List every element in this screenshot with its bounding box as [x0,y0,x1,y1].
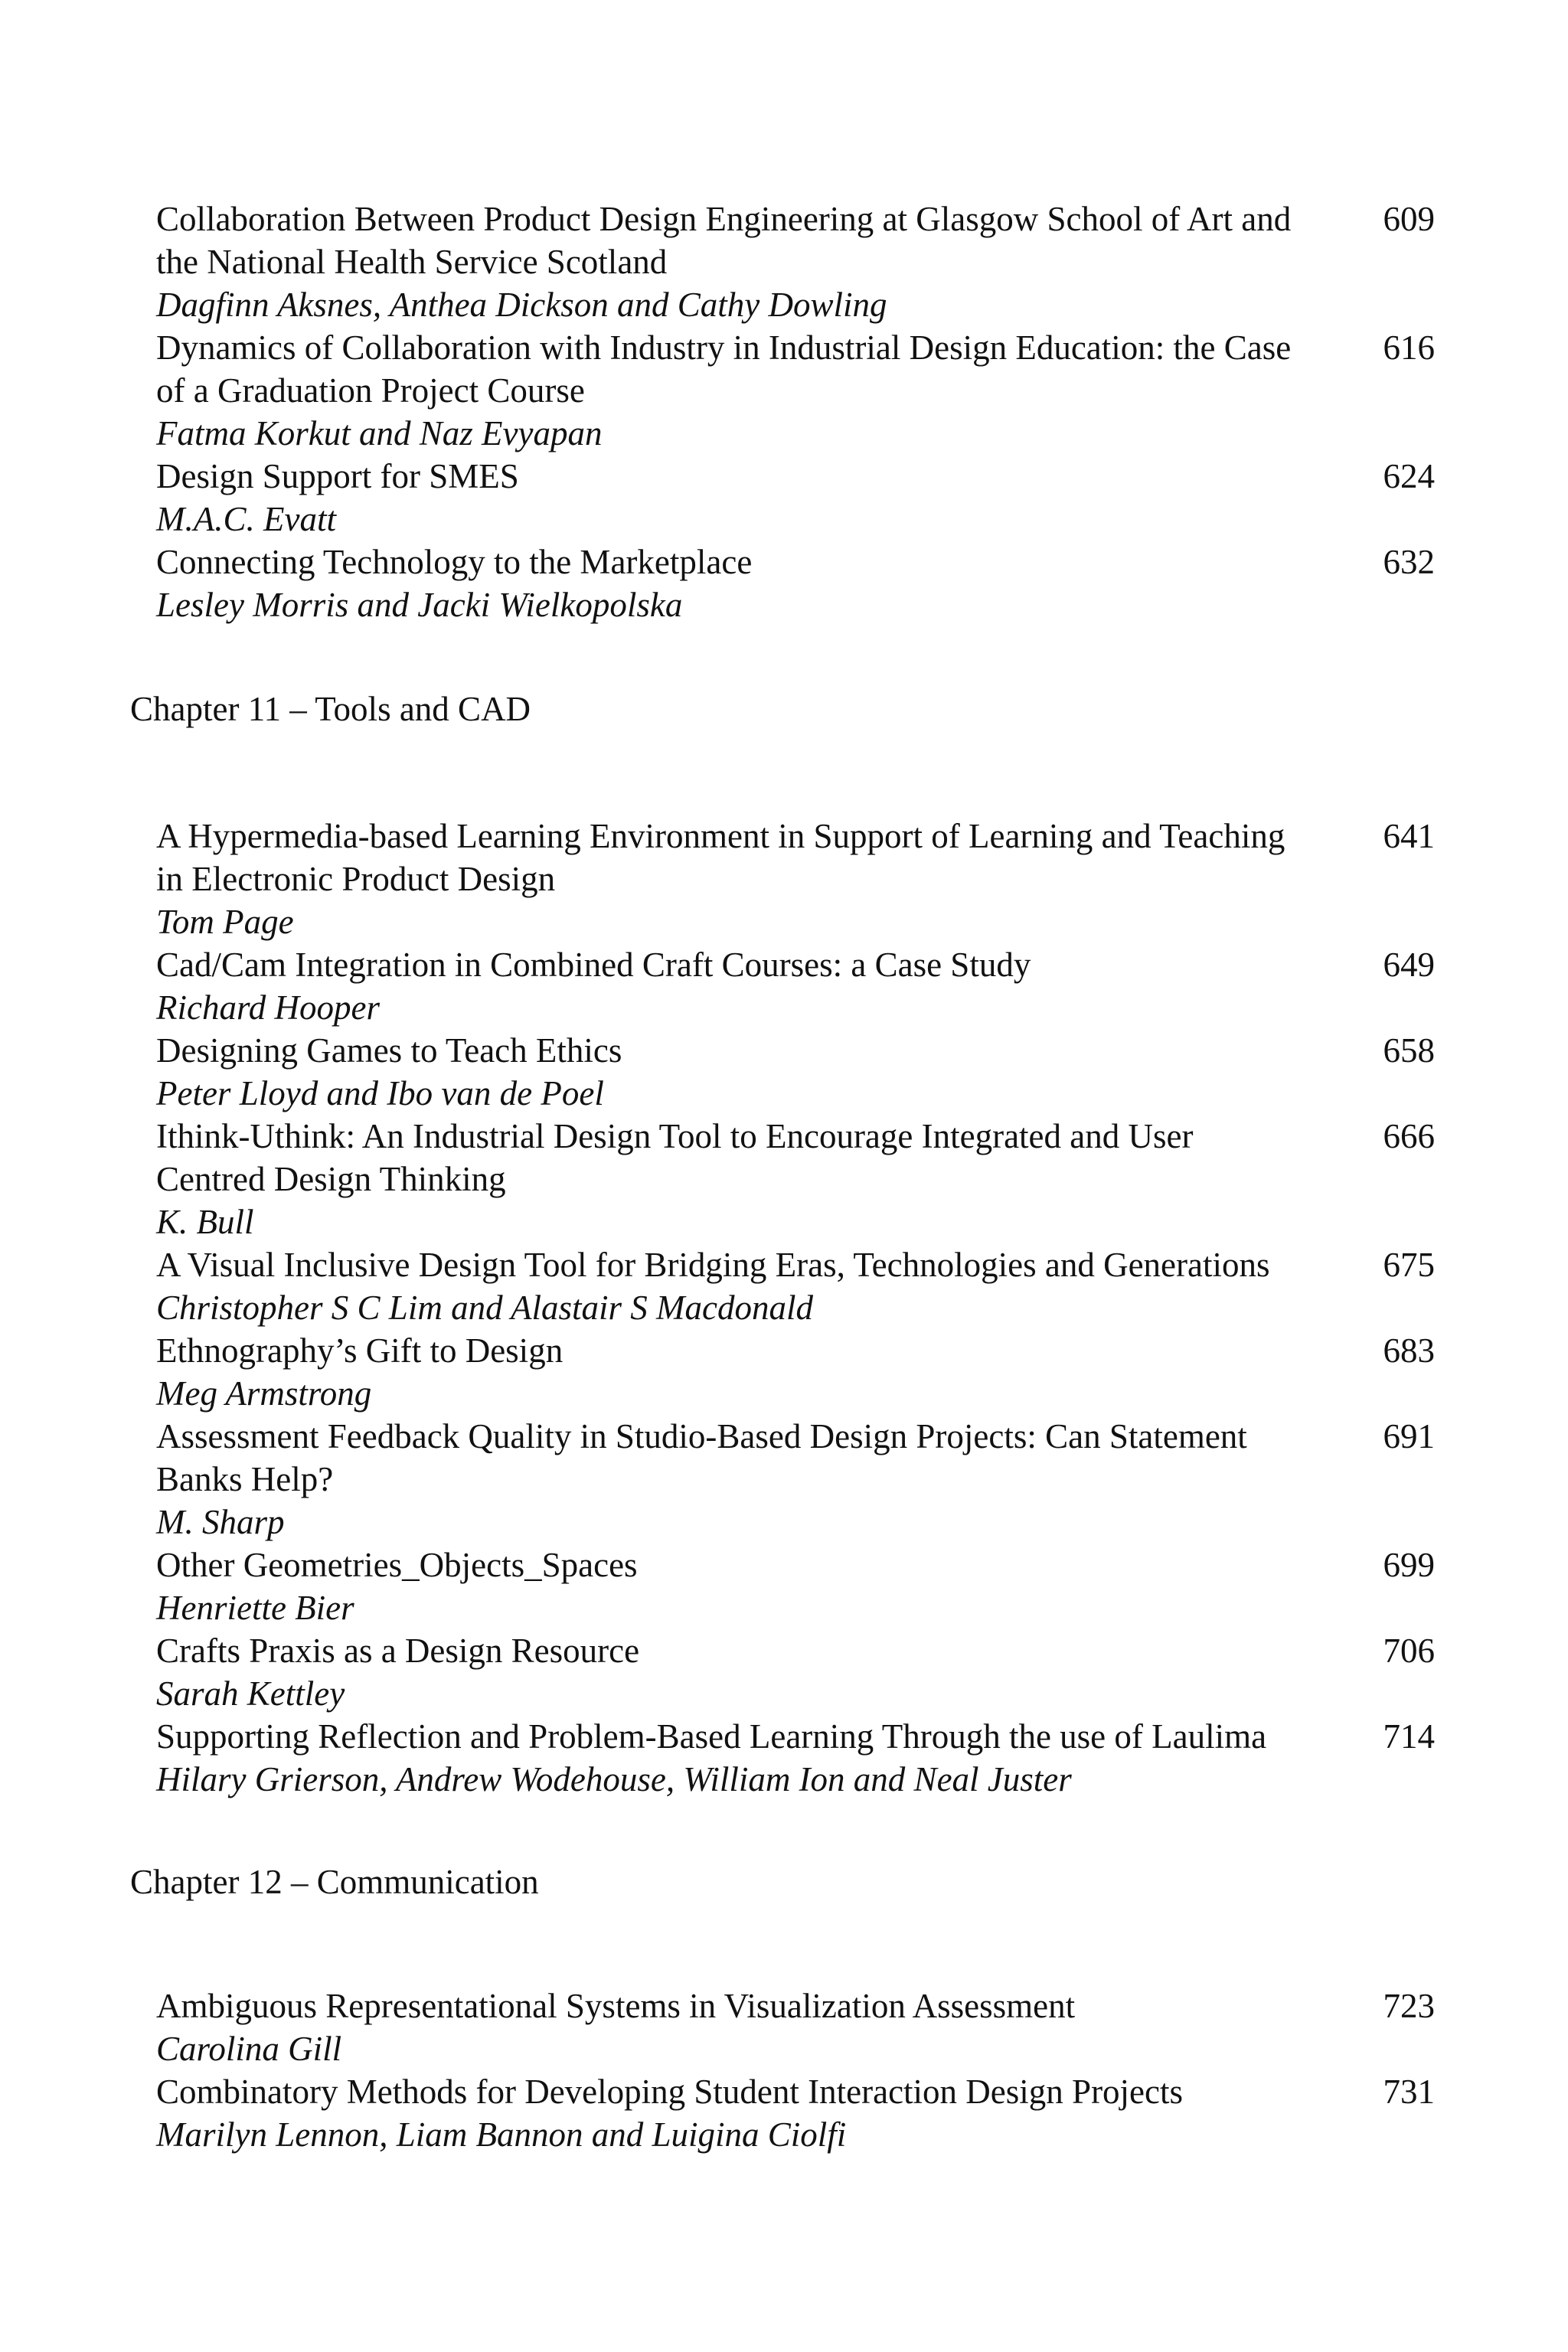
entry-title: Ithink-Uthink: An Industrial Design Tool to Encourage Integrated and User Centred Design Thinking [156,1117,1194,1198]
entry-page-number: 675 [1383,1246,1435,1284]
entry-title: Assessment Feedback Quality in Studio-Based Design Projects: Can Statement Banks Help? [156,1417,1247,1498]
entry-page-number: 683 [1383,1331,1435,1370]
toc-entry [0,198,1568,326]
entry-page-number: 624 [1383,457,1435,495]
entry-page-number: 609 [1383,200,1435,238]
entry-page-number: 666 [1383,1117,1435,1155]
entry-title: Other Geometries_Objects_Spaces [156,1546,638,1584]
entry-authors: Christopher S C Lim and Alastair S Macdonald [156,1289,813,1327]
entry-page-number: 616 [1383,328,1435,367]
entry-page-number: 691 [1383,1417,1435,1455]
entry-title: Supporting Reflection and Problem-Based Learning Through the use of Laulima [156,1717,1267,1756]
entry-authors: Hilary Grierson, Andrew Wodehouse, William Ion and Neal Juster [156,1760,1072,1798]
entry-authors: Fatma Korkut and Naz Evyapan [156,414,603,452]
entry-title: Design Support for SMES [156,457,519,495]
entry-authors: Peter Lloyd and Ibo van de Poel [156,1074,604,1112]
entry-page-number: 714 [1383,1717,1435,1756]
entry-page-number: 723 [1383,1987,1435,2025]
entry-authors: Lesley Morris and Jacki Wielkopolska [156,586,683,624]
entry-title: Cad/Cam Integration in Combined Craft Courses: a Case Study [156,946,1031,984]
toc-entry [0,815,1568,943]
toc-entry [0,455,1568,541]
entry-title: Crafts Praxis as a Design Resource [156,1632,640,1670]
toc-entry [0,2070,1568,2156]
entry-title: A Visual Inclusive Design Tool for Bridging Eras, Technologies and Generations [156,1246,1270,1284]
toc-entry [0,1029,1568,1115]
entry-page-number: 649 [1383,946,1435,984]
entry-title: Designing Games to Teach Ethics [156,1031,622,1070]
entry-page-number: 658 [1383,1031,1435,1070]
entry-title: Combinatory Methods for Developing Student Interaction Design Projects [156,2073,1184,2111]
entry-title: Collaboration Between Product Design Engineering at Glasgow School of Art and the National Health Service Scotland [156,200,1292,281]
toc-entry [0,1544,1568,1629]
toc-entry [0,1415,1568,1544]
entry-authors: Meg Armstrong [156,1374,372,1413]
toc-entry [0,1715,1568,1801]
entry-title: Connecting Technology to the Marketplace [156,543,753,581]
toc-entry [0,1984,1568,2070]
chapter-heading: Chapter 12 – Communication [130,1863,539,1901]
entry-page-number: 632 [1383,543,1435,581]
entry-title: Ambiguous Representational Systems in Visualization Assessment [156,1987,1076,2025]
entry-authors: Carolina Gill [156,2030,342,2068]
entry-title: Ethnography’s Gift to Design [156,1331,564,1370]
entry-authors: M.A.C. Evatt [156,500,336,538]
entry-authors: Henriette Bier [156,1589,354,1627]
toc-entry [0,943,1568,1029]
toc-section-continued [0,198,1568,626]
toc-entry [0,1629,1568,1715]
entry-title: A Hypermedia-based Learning Environment in Support of Learning and Teaching in Electronic Product Design [156,817,1285,898]
entry-page-number: 641 [1383,817,1435,855]
toc-entry [0,1243,1568,1329]
entry-authors: K. Bull [156,1203,254,1241]
entry-authors: Marilyn Lennon, Liam Bannon and Luigina Ciolfi [156,2115,847,2154]
entry-authors: Dagfinn Aksnes, Anthea Dickson and Cathy Dowling [156,286,887,324]
toc-entry [0,541,1568,626]
toc-entry [0,1115,1568,1243]
entry-authors: Sarah Kettley [156,1674,345,1713]
entry-page-number: 706 [1383,1632,1435,1670]
toc-entry [0,1329,1568,1415]
entry-authors: M. Sharp [156,1503,285,1541]
entry-authors: Richard Hooper [156,988,381,1027]
entry-authors: Tom Page [156,903,294,941]
entry-title: Dynamics of Collaboration with Industry in Industrial Design Education: the Case of a Graduation Project Course [156,328,1292,410]
toc-entry [0,326,1568,455]
entry-page-number: 731 [1383,2073,1435,2111]
chapter-heading: Chapter 11 – Tools and CAD [130,690,531,728]
entry-page-number: 699 [1383,1546,1435,1584]
toc-section-chapter-11 [0,815,1568,1801]
toc-section-chapter-12 [0,1984,1568,2156]
